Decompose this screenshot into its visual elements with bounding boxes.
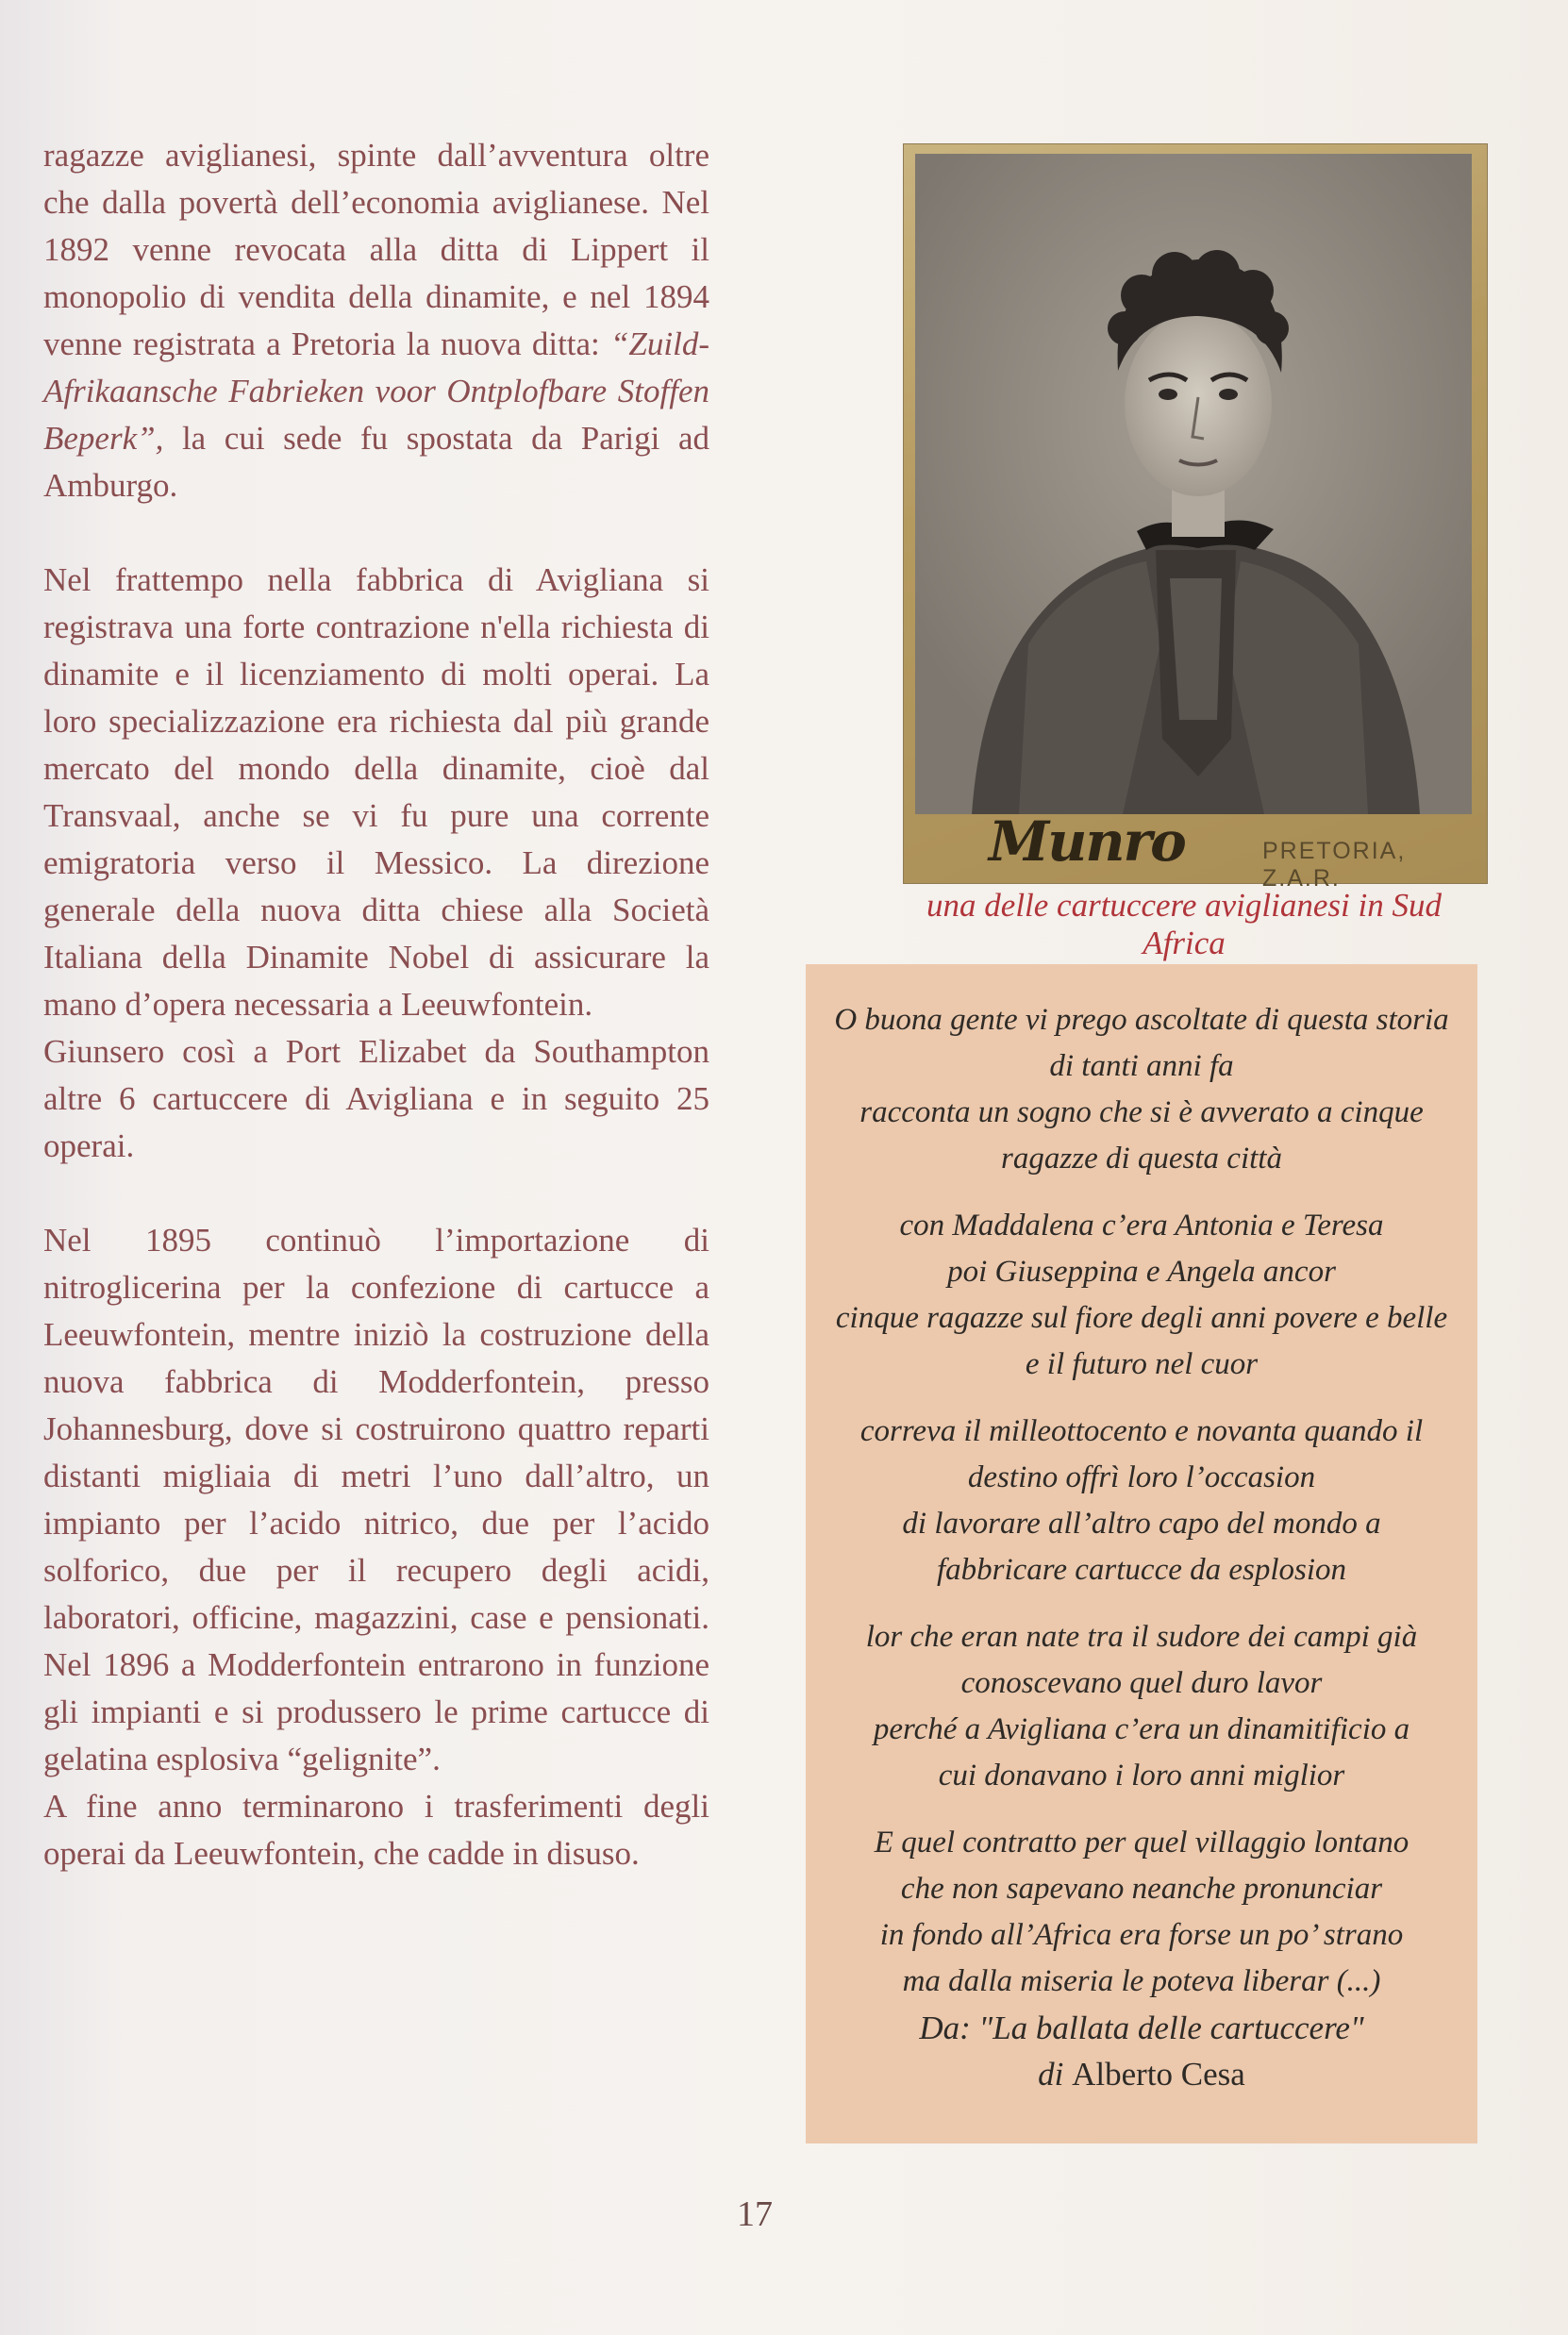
poem-line: perché a Avigliana c’era un dinamitificio a (873, 1712, 1410, 1746)
poem-source: Da: "La ballata delle cartuccere" (919, 2010, 1364, 2046)
page-number: 17 (737, 2194, 773, 2234)
poem-stanza-1 (806, 997, 1477, 1182)
poem-line: racconta un sogno che si è avverato a cinque (859, 1095, 1424, 1129)
poem-line: O buona gente vi prego ascoltate di questa storia (834, 1003, 1449, 1037)
poem-line: cinque ragazze sul fiore degli anni povere e belle (835, 1301, 1448, 1335)
poem-line: in fondo all’Africa era forse un po’ strano (879, 1918, 1404, 1952)
body-text-column (43, 132, 709, 1877)
poem-box (806, 964, 1477, 2143)
poem-stanza-3 (806, 1409, 1477, 1593)
poem-stanza-4 (806, 1614, 1477, 1799)
poem-line: E quel contratto per quel villaggio lontano (874, 1826, 1410, 1860)
poem-author (806, 2051, 1477, 2097)
poem (806, 997, 1477, 2097)
poem-line: fabbricare cartucce da esplosion (936, 1553, 1347, 1587)
poem-line: conoscevano quel duro lavor (960, 1666, 1323, 1700)
paragraph-1 (43, 132, 709, 509)
cabinet-card-photo (904, 144, 1487, 892)
studio-location: PRETORIA, Z.A.R. (1262, 838, 1407, 892)
poem-line: con Maddalena c’era Antonia e Teresa (899, 1209, 1384, 1243)
poem-line: cui donavano i loro anni miglior (938, 1759, 1345, 1793)
portrait-illustration (915, 154, 1472, 814)
poem-line: correva il milleottocento e novanta quando il (859, 1414, 1424, 1448)
paragraph-4: Nel 1895 continuò l’importazione di nitroglicerina per la confezione di cartucce a Leeuwfontein, mentre iniziò la costruzione della nuova fabbrica di Modderfontein, presso Johannesburg, dove si costruirono quattro reparti distanti migliaia di metri l’uno dall’altro, un impianto per l’acido nitrico, due per l’acido solforico, due per il recupero degli acidi, laboratori, officine, magazzini, case e pensionati. Nel 1896 a Modderfontein entrarono in funzione gli impianti e si produssero le prime cartucce di gelatina esplosiva “gelignite”. (43, 1222, 709, 1777)
paragraph-3: Giunsero così a Port Elizabet da Southampton altre 6 cartuccere di Avigliana e in seguito 25 operai. (43, 1033, 709, 1164)
portrait-photo (915, 154, 1472, 814)
photo-caption: una delle cartuccere aviglianesi in Sud Africa (926, 887, 1442, 961)
paragraph-5: A fine anno terminarono i trasferimenti degli operai da Leeuwfontein, che cadde in disuso. (43, 1788, 709, 1872)
studio-signature: Munro (989, 809, 1185, 874)
poem-line: ragazze di questa città (1001, 1142, 1282, 1176)
poem-line: che non sapevano neanche pronunciar (900, 1872, 1383, 1906)
poem-stanza-2 (806, 1203, 1477, 1388)
poem-line: poi Giuseppina e Angela ancor (947, 1255, 1336, 1289)
paragraph-1-text-a: ragazze aviglianesi, spinte dall’avventura oltre che dalla povertà dell’economia aviglianese. Nel 1892 venne revocata alla ditta di Lippert il monopolio di vendita della dinamite, e nel 1894 venne registrata a Pretoria la nuova ditta: (43, 137, 709, 362)
poem-line: lor che eran nate tra il sudore dei campi già (865, 1620, 1418, 1654)
author-name: Alberto Cesa (1072, 2056, 1245, 2093)
poem-line: di lavorare all’altro capo del mondo a (902, 1507, 1381, 1541)
company-name: “Zuild-Afrikaansche Fabrieken voor Ontplofbare Stoffen Beperk”, (43, 325, 709, 457)
paragraph-2: Nel frattempo nella fabbrica di Avigliana si registrava una forte contrazione n'ella richiesta di dinamite e il licenziamento di molti operai. La loro specializzazione era richiesta dal più grande mercato del mondo della dinamite, cioè dal Transvaal, anche se vi fu pure una corrente emigratoria verso il Messico. La direzione generale della nuova ditta chiese alla Società Italiana della Dinamite Nobel di assicurare la mano d’opera necessaria a Leeuwfontein. (43, 561, 709, 1023)
poem-line: di tanti anni fa (1049, 1049, 1234, 1083)
poem-line: ma dalla miseria le poteva liberar (...) (902, 1964, 1381, 1998)
poem-line: e il futuro nel cuor (1025, 1347, 1259, 1381)
poem-stanza-5 (806, 1820, 1477, 2005)
paragraph-1-text-b: la cui sede fu spostata da Parigi ad Amburgo. (43, 420, 709, 504)
poem-line: destino offrì loro l’occasion (967, 1460, 1316, 1494)
author-prefix: di (1038, 2056, 1064, 2093)
